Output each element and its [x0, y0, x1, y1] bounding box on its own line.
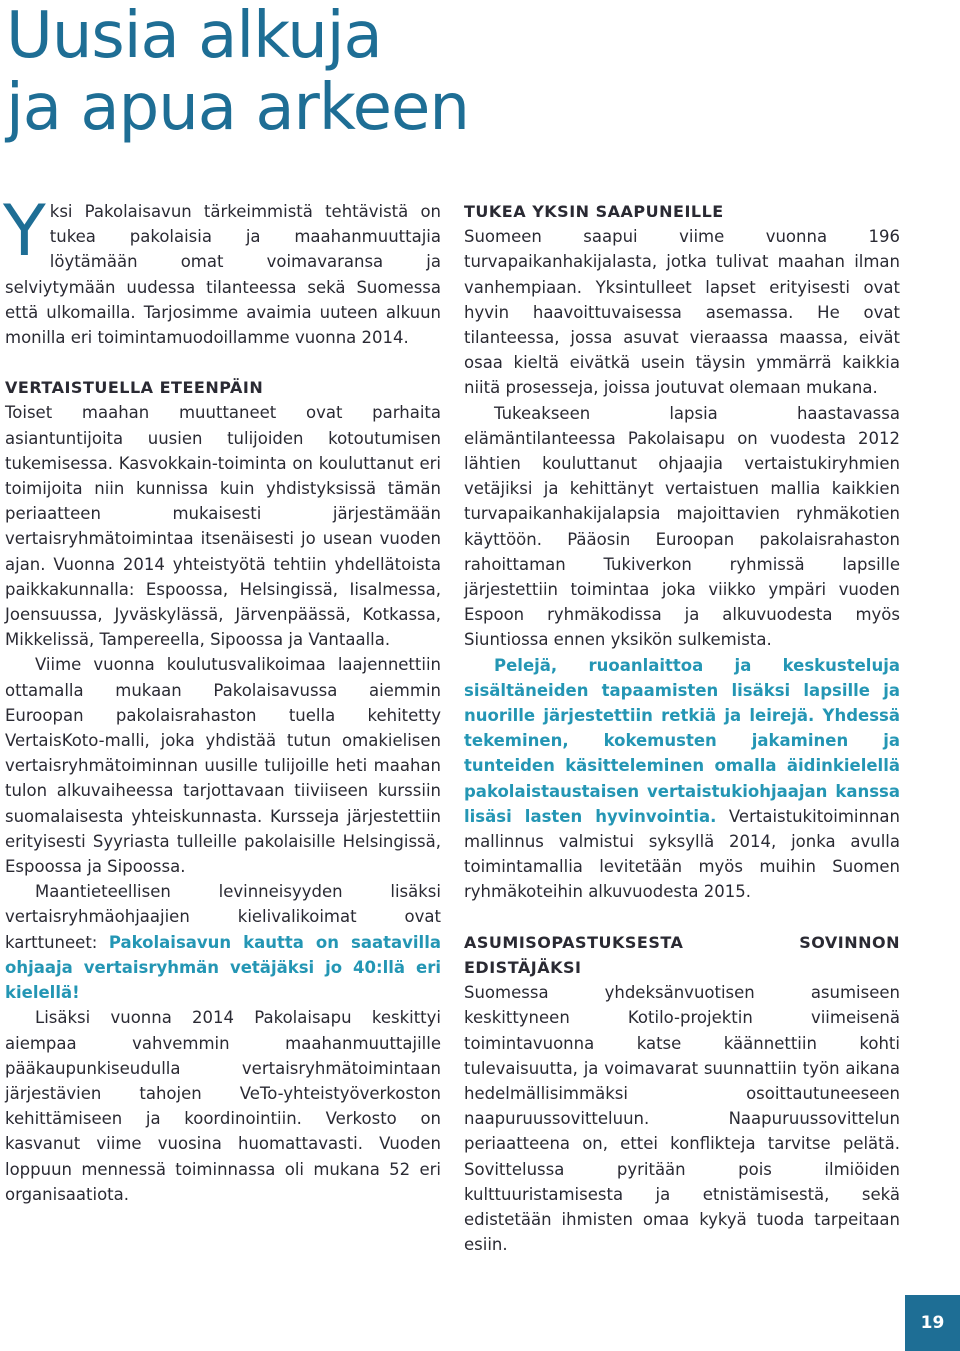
title-line-1: Uusia alkuja	[6, 0, 382, 73]
paragraph: Viime vuonna koulutusvalikoimaa laajennettiin ottamalla mukaan Pakolaisavussa aiemmin Euroopan pakolaisrahaston tuella kehitetty VertaisKoto-malli, joka yhdistää tutun omakielisen vertaisryhmätoiminnan uusille tulijoille heti maahan tulon alkuvaiheessa tarjottavaan tiiviiseen kurssiin suomalaisesta yhteiskunnasta. Kursseja järjestettiin erityisesti Syyriasta tulleille pakolaisille Helsingissä, Espoossa ja Sipoossa.	[5, 655, 441, 877]
page-title	[6, 0, 469, 144]
intro-text: ksi Pakolaisavun tärkeimmistä tehtävistä on tukea pakolaisia ja maahanmuuttajia löytämään omat voimavaransa ja selviytymään uudessa tilanteessa sekä Suomessa että ulkomailla. Tarjosimme avaimia uuteen alkuun monilla eri toimintamuodoillamme vuonna 2014.	[5, 202, 441, 348]
paragraph: Suomeen saapui viime vuonna 196 turvapaikanhakijalasta, jotka tulivat maahan ilman vanhempiaan. Yksintulleet lapset erityisesti ovat hyvin haavoittuvaisessa asemassa. He ovat tilanteessa, jossa asuvat vieraassa maassa, eivät osaa kieltä eivätkä usein täysin ymmärrä kaikkia niitä prosesseja, joissa joutuvat olemaan mukana.	[464, 227, 900, 398]
left-column	[3, 190, 441, 1207]
paragraph-text: Vertaistukitoiminnan mallinnus valmistui syksyllä 2014, jonka avulla toimintamallia levitetään myös muihin Suomen ryhmäkoteihin alkuvuodesta 2015.	[464, 806, 900, 902]
highlight-text: Pelejä, ruoanlaittoa ja keskusteluja sisältäneiden tapaamisten lisäksi lapsille ja nuorille järjestettiin retkiä ja leirejä. Yhdessä tekeminen, kokemusten jakaminen ja tunteiden käsitteleminen omalla äidinkielellä pakolaistaustaisen vertaistukiohjaajan kanssa lisäsi lasten hyvinvointia.	[464, 655, 900, 826]
section-heading-vertaistuki: VERTAISTUELLA ETEENPÄIN	[5, 378, 264, 398]
paragraph: Suomessa yhdeksänvuotisen asumiseen keskittyneen Kotilo-projektin viimeisenä toimintavuonna katse käännettiin kohti tulevaisuutta, ja voimavarat suunnattiin työn aikana hedelmällisimmäksi osoittautuneeseen naapuruussovitteluun. Naapuruussovittelun periaatteena on, ettei konflikteja tarvitse pelätä. Sovittelussa pyritään pois ilmiöiden kulttuuristamisesta ja etnistämisestä, sekä edistetään ihmisten omaa kykyä tuoda tarpeitaan esiin.	[464, 983, 900, 1255]
right-column	[464, 199, 900, 1257]
paragraph-text: Maantieteellisen levinneisyyden lisäksi vertaisryhmäohjaajien kielivalikoimat ovat karttuneet:	[5, 882, 441, 952]
intro-paragraph	[3, 190, 441, 350]
paragraph: Toiset maahan muuttaneet ovat parhaita asiantuntijoita uusien tulijoiden kotoutumisen tukemisessa. Kasvokkain-toiminta on kouluttanut eri toimijoita niin kunnissa kuin yhdistyksissä tämän periaatteen mukaisesti järjestämään vertaisryhmätoimintaa itsenäisesti jo usean vuoden ajan. Vuonna 2014 yhteistyötä tehtiin yhdellätoista paikkakunnalla: Espoossa, Helsingissä, Iisalmessa, Joensuussa, Jyväskylässä, Järvenpäässä, Kotkassa, Mikkelissä, Tampereella, Sipoossa ja Vantaalla.	[5, 403, 441, 650]
title-line-2: ja apua arkeen	[6, 71, 469, 145]
drop-cap: Y	[3, 190, 46, 272]
paragraph	[5, 879, 441, 1005]
paragraph: Tukeakseen lapsia haastavassa elämäntilanteessa Pakolaisapu on vuodesta 2012 lähtien kouluttanut ohjaajia vertaistukiryhmien vetäjiksi ja kehittänyt vertaistuen mallia kaikkien turvapaikanhakijalapsia majoittavien ryhmäkotien käyttöön. Pääosin Euroopan pakolaisrahaston rahoittaman Tukiverkon ryhmissä lapsille järjestettiin toimintaa joka viikko ympäri vuoden Espoon ryhmäkodissa ja alkuvuodesta myös Siuntiossa ennen yksikön sulkemista.	[464, 403, 900, 650]
paragraph: Lisäksi vuonna 2014 Pakolaisapu keskittyi aiempaa vahvemmin maahanmuuttajille pääkaupunkiseudulla vertaisryhmätoimintaan järjestävien tahojen VeTo-yhteistyöverkoston kehittämiseen ja koordinointiin. Verkosto on kasvanut viime vuosina huomattavasti. Vuoden loppuun mennessä toiminnassa oli mukana 52 eri organisaatiota.	[5, 1008, 441, 1204]
paragraph	[464, 653, 900, 905]
highlight-text: Pakolaisavun kautta on saatavilla ohjaaja vertaisryhmän vetäjäksi jo 40:llä eri kielellä!	[5, 932, 441, 1003]
page-number: 19	[905, 1295, 960, 1351]
section-heading-asumisopastus: ASUMISOPASTUKSESTA SOVINNON EDISTÄJÄKSI	[464, 932, 900, 977]
section-heading-tukea: TUKEA YKSIN SAAPUNEILLE	[464, 202, 724, 221]
